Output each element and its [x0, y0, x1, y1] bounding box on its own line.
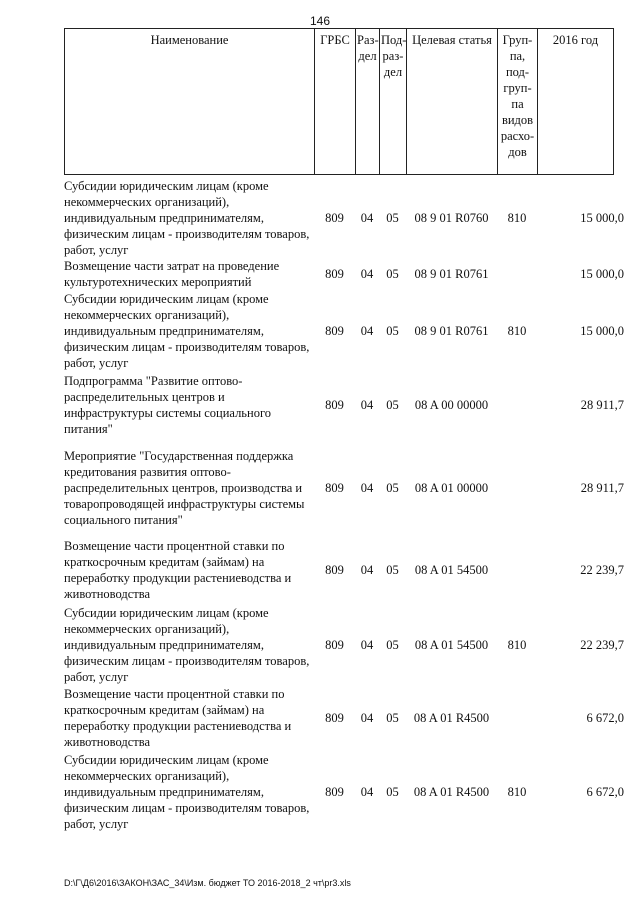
table-row [64, 439, 624, 536]
row-podrazdel: 05 [386, 210, 399, 225]
row-grbs: 809 [325, 323, 344, 338]
row-target: 08 9 01 R0761 [414, 323, 489, 338]
table-row [64, 371, 624, 439]
row-expense-type [497, 439, 537, 536]
row-name: Субсидии юридическим лицам (кроме некоммерческих организаций), индивидуальным предпринимателям, физическим лицам - производителям товаров, работ, услуг [64, 605, 310, 684]
row-expense-type: 810 [507, 323, 527, 338]
row-expense-type [497, 371, 537, 439]
column-header-2016: 2016 год [538, 29, 614, 175]
row-podrazdel: 05 [386, 637, 399, 652]
row-grbs: 809 [325, 784, 344, 799]
column-header-expense-type: Груп- па, под- груп- па видов расхо- дов [498, 29, 538, 175]
row-amount: 6 672,0 [586, 784, 624, 799]
row-grbs: 809 [325, 563, 344, 577]
row-podrazdel: 05 [386, 563, 399, 577]
row-podrazdel: 05 [386, 398, 399, 412]
column-header-name: Наименование [65, 29, 315, 175]
row-name: Возмещение части процентной ставки по краткосрочным кредитам (займам) на переработку продукции растениеводства и животноводства [64, 539, 292, 601]
row-expense-type [497, 258, 537, 290]
row-amount: 15 000,0 [580, 323, 624, 338]
row-razdel: 04 [360, 480, 374, 495]
row-name: Возмещение части затрат на проведение культуротехнических мероприятий [64, 259, 280, 289]
row-amount: 22 239,7 [580, 563, 624, 577]
row-podrazdel: 05 [386, 480, 399, 495]
row-target: 08 A 01 R4500 [413, 711, 490, 725]
row-razdel: 04 [360, 398, 374, 412]
row-target: 08 A 00 00000 [414, 398, 489, 412]
table-row [64, 751, 624, 832]
column-header-grbs: ГРБС [315, 29, 356, 175]
row-grbs: 809 [325, 267, 344, 281]
row-target: 08 9 01 R0761 [414, 267, 489, 281]
row-razdel: 04 [360, 711, 374, 725]
row-podrazdel: 05 [386, 711, 399, 725]
row-target: 08 9 01 R0760 [414, 210, 489, 225]
row-grbs: 809 [325, 480, 344, 495]
budget-table [64, 177, 624, 832]
row-expense-type: 810 [507, 637, 527, 652]
row-expense-type: 810 [507, 210, 527, 225]
row-amount: 28 911,7 [580, 398, 624, 412]
row-podrazdel: 05 [386, 323, 399, 338]
page-number: 146 [309, 14, 331, 28]
row-amount: 15 000,0 [580, 210, 624, 225]
column-header-razdel: Раз- дел [356, 29, 380, 175]
table-row [64, 536, 624, 604]
row-name: Субсидии юридическим лицам (кроме некоммерческих организаций), индивидуальным предпринимателям, физическим лицам - производителям товаров, работ, услуг [64, 291, 310, 370]
row-name: Возмещение части процентной ставки по краткосрочным кредитам (займам) на переработку продукции растениеводства и животноводства [64, 687, 292, 749]
row-amount: 28 911,7 [580, 480, 624, 495]
row-razdel: 04 [360, 210, 374, 225]
file-path-footer: D:\Г\Д6\2016\ЗАКОН\ЗАС_34\Изм. бюджет ТО 2016-2018_2 чт\pr3.xls [64, 878, 351, 888]
row-target: 08 A 01 00000 [414, 480, 489, 495]
table-header [64, 28, 614, 175]
table-row [64, 290, 624, 371]
row-razdel: 04 [360, 784, 374, 799]
row-grbs: 809 [325, 637, 344, 652]
row-name: Подпрограмма "Развитие оптово-распределительных центров и инфраструктуры системы социального питания" [64, 374, 272, 436]
row-grbs: 809 [325, 711, 344, 725]
row-razdel: 04 [360, 637, 374, 652]
row-name: Мероприятие "Государственная поддержка кредитования развития оптово-распределительных центров, производства и товаропроводящей инфраструктуры системы социального питания" [64, 448, 305, 527]
row-razdel: 04 [360, 563, 374, 577]
row-razdel: 04 [360, 267, 374, 281]
row-amount: 6 672,0 [586, 711, 624, 725]
row-amount: 22 239,7 [580, 637, 624, 652]
column-header-target: Целевая статья [407, 29, 498, 175]
row-podrazdel: 05 [386, 784, 399, 799]
table-row [64, 685, 624, 751]
row-target: 08 A 01 54500 [414, 637, 489, 652]
row-target: 08 A 01 54500 [414, 563, 489, 577]
row-expense-type: 810 [507, 784, 527, 799]
row-amount: 15 000,0 [580, 267, 624, 281]
row-name: Субсидии юридическим лицам (кроме некоммерческих организаций), индивидуальным предпринимателям, физическим лицам - производителям товаров, работ, услуг [64, 178, 310, 257]
row-expense-type [497, 536, 537, 604]
row-grbs: 809 [325, 210, 344, 225]
row-razdel: 04 [360, 323, 374, 338]
table-row [64, 258, 624, 290]
row-grbs: 809 [325, 398, 344, 412]
row-expense-type [497, 685, 537, 751]
row-podrazdel: 05 [386, 267, 399, 281]
row-target: 08 A 01 R4500 [413, 784, 490, 799]
row-name: Субсидии юридическим лицам (кроме некоммерческих организаций), индивидуальным предпринимателям, физическим лицам - производителям товаров, работ, услуг [64, 752, 310, 831]
column-header-podrazdel: Под- раз- дел [380, 29, 407, 175]
table-row [64, 177, 624, 258]
table-row [64, 604, 624, 685]
